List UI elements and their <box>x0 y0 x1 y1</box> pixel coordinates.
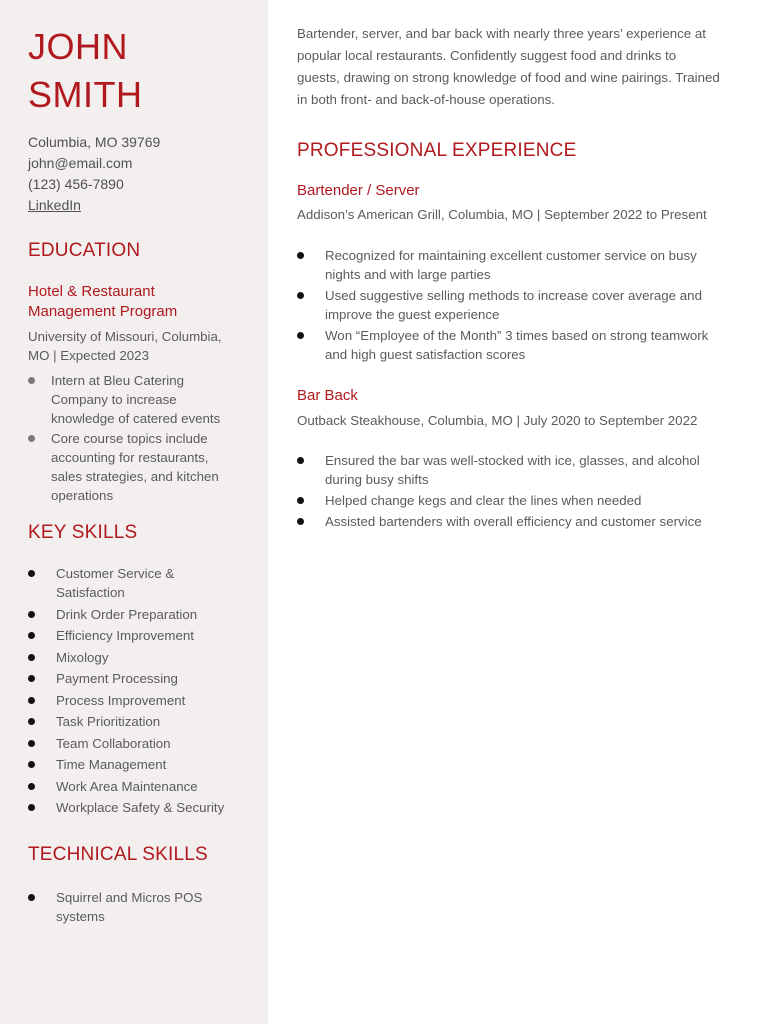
bullet-line: Won “Employee of the Month” 3 times based on strong teamwork <box>325 328 709 343</box>
key-skills-list <box>28 564 263 817</box>
bullet-line: Assisted bartenders with overall efficiency and customer service <box>325 514 702 529</box>
summary-line: in both front- and back-of-house operations. <box>297 92 555 107</box>
last-name: SMITH <box>28 74 143 115</box>
bullet-line: systems <box>56 909 105 924</box>
bullet-line: Process Improvement <box>56 692 186 708</box>
bullet-line: improve the guest experience <box>325 307 500 322</box>
education-bullets <box>28 371 258 505</box>
technical-skills-heading: TECHNICAL SKILLS <box>28 844 208 865</box>
bullet-line: Core course topics include <box>51 431 208 446</box>
job-title: Bartender / Server <box>297 182 420 199</box>
bullet-icon <box>297 457 304 464</box>
list-item <box>28 734 263 753</box>
bullet-line: nights and with large parties <box>325 267 491 282</box>
bullet-icon <box>297 518 304 525</box>
bullet-line: and high guest satisfaction scores <box>325 347 526 362</box>
bullet-icon <box>28 697 35 704</box>
list-item <box>28 429 258 505</box>
first-name: JOHN <box>28 26 128 67</box>
bullet-line: Drink Order Preparation <box>56 606 198 622</box>
school-line: University of Missouri, Columbia, <box>28 329 222 344</box>
bullet-line: accounting for restaurants, <box>51 450 209 465</box>
technical-skills-list <box>28 888 263 926</box>
bullet-line: knowledge of catered events <box>51 411 221 426</box>
bullet-icon <box>28 675 35 682</box>
summary-paragraph <box>297 23 747 111</box>
bullet-line: during busy shifts <box>325 472 429 487</box>
job-meta: Addison’s American Grill, Columbia, MO | September 2022 to Present <box>297 207 707 222</box>
bullet-line: Squirrel and Micros POS <box>56 890 203 905</box>
job-title: Bar Back <box>297 387 358 404</box>
list-item <box>28 798 263 817</box>
job-bullets <box>297 451 747 531</box>
list-item <box>28 669 263 688</box>
degree-line: Management Program <box>28 303 178 320</box>
job-bullets <box>297 246 747 364</box>
list-item <box>28 777 263 796</box>
bullet-icon <box>297 332 304 339</box>
bullet-line: Customer Service & <box>56 566 175 581</box>
bullet-icon <box>28 894 35 901</box>
bullet-line: Task Prioritization <box>56 714 161 729</box>
bullet-icon <box>28 804 35 811</box>
bullet-icon <box>28 740 35 747</box>
list-item <box>28 755 263 774</box>
bullet-line: Time Management <box>56 757 167 772</box>
job-meta: Outback Steakhouse, Columbia, MO | July 2020 to September 2022 <box>297 413 698 428</box>
bullet-icon <box>28 611 35 618</box>
bullet-icon <box>297 252 304 259</box>
bullet-icon <box>28 570 35 577</box>
bullet-icon <box>28 718 35 725</box>
bullet-line: Efficiency Improvement <box>56 628 194 643</box>
bullet-icon <box>297 292 304 299</box>
contact-block <box>28 132 160 216</box>
main-column <box>297 0 747 1024</box>
bullet-line: Team Collaboration <box>56 735 171 751</box>
summary-line: guests, drawing on strong knowledge of food and wine pairings. Trained <box>297 70 720 85</box>
bullet-line: Payment Processing <box>56 671 178 686</box>
bullet-line: Ensured the bar was well-stocked with ice, glasses, and alcohol <box>325 453 700 468</box>
degree-title <box>28 282 177 322</box>
bullet-line: Workplace Safety & Security <box>56 800 225 815</box>
bullet-icon <box>28 654 35 661</box>
list-item <box>28 626 263 645</box>
list-item <box>28 564 263 602</box>
bullet-line: Helped change kegs and clear the lines when needed <box>325 493 642 508</box>
list-item <box>297 326 747 364</box>
bullet-line: Recognized for maintaining excellent customer service on busy <box>325 248 697 263</box>
school-line: MO | Expected 2023 <box>28 348 149 363</box>
sidebar <box>0 0 268 1024</box>
bullet-line: Company to increase <box>51 392 177 407</box>
contact-address: Columbia, MO 39769 <box>28 134 161 150</box>
list-item <box>28 691 263 710</box>
school-info <box>28 327 222 365</box>
list-item <box>28 605 263 624</box>
experience-heading: PROFESSIONAL EXPERIENCE <box>297 140 577 161</box>
bullet-icon <box>28 632 35 639</box>
list-item <box>28 712 263 731</box>
bullet-line: sales strategies, and kitchen <box>51 469 219 484</box>
list-item <box>297 451 747 489</box>
bullet-icon <box>28 761 35 768</box>
list-item <box>28 648 263 667</box>
bullet-line: Intern at Bleu Catering <box>51 373 185 388</box>
bullet-line: Work Area Maintenance <box>56 778 198 794</box>
list-item <box>297 512 747 531</box>
summary-line: popular local restaurants. Confidently suggest food and drinks to <box>297 48 677 63</box>
bullet-icon <box>28 377 35 384</box>
bullet-icon <box>28 783 35 790</box>
list-item <box>297 286 747 324</box>
bullet-icon <box>297 497 304 504</box>
bullet-line: Used suggestive selling methods to increase cover average and <box>325 288 702 303</box>
list-item <box>28 371 258 428</box>
summary-line: Bartender, server, and bar back with nearly three years’ experience at <box>297 26 706 41</box>
bullet-line: Satisfaction <box>56 585 125 600</box>
list-item <box>297 246 747 284</box>
contact-email: john@email.com <box>28 155 133 171</box>
key-skills-heading: KEY SKILLS <box>28 522 138 543</box>
linkedin-link[interactable]: LinkedIn <box>28 197 81 213</box>
education-heading: EDUCATION <box>28 240 141 261</box>
degree-line: Hotel & Restaurant <box>28 283 155 300</box>
list-item <box>28 888 263 926</box>
bullet-line: Mixology <box>56 649 109 665</box>
bullet-icon <box>28 435 35 442</box>
contact-phone: (123) 456-7890 <box>28 176 124 192</box>
bullet-line: operations <box>51 488 114 503</box>
list-item <box>297 491 747 510</box>
